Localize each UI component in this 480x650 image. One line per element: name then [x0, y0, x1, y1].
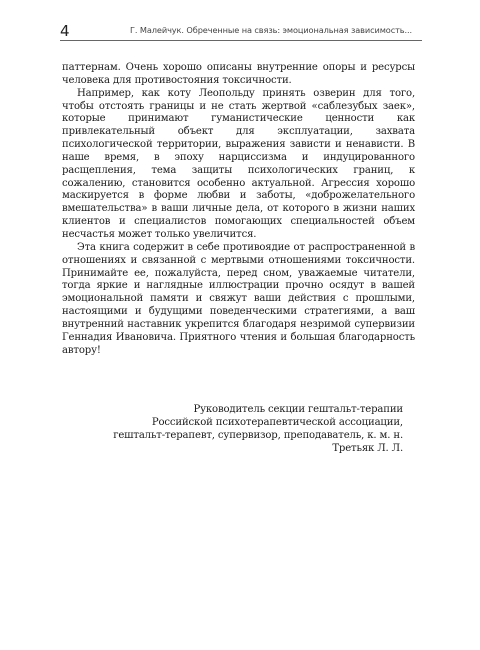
signature-organization: Российской психотерапевтической ассоциации, — [151, 416, 403, 428]
header-rule — [60, 40, 422, 41]
paragraph-antidote: Эта книга содержит в себе противоядие от распространенной в отношениях и связанной с мертвыми отношениями токсичности. Принимайте ее, пожалуйста, перед сном, уважаемые читатели, тогда яркие и наглядные иллюстрации прочно осядут в вашей эмоциональной памяти и свяжут ваши действия с прошлыми, настоящими и будущими поведенческими стратегиями, а ваш внутренний наставник укрепится благодаря незримой супервизии Геннадия Ивановича. Приятного чтения и большая благодарность автору! — [62, 241, 415, 356]
signature-position: Руководитель секции гештальт-терапии — [193, 404, 403, 415]
page-number: 4 — [60, 22, 70, 40]
signature-block — [100, 404, 403, 456]
signature-name: Третьяк Л. Л. — [332, 442, 403, 454]
body-text — [62, 62, 415, 357]
page-header — [60, 22, 422, 44]
paragraph-leopold: Например, как коту Леопольду принять озверин для того, чтобы отстоять границы и не стать жертвой «саблезубых заек», которые принимают гуманистические ценности как привлекательный объект для эксплуатации, захвата психологической территории, выражения зависти и ненависти. В наше время, в эпоху нарциссизма и индуцированного расщепления, тема защиты психологических границ, к сожалению, становится особенно актуальной. Агрессия хорошо маскируется в форме любви и заботы, «доброжелательного вмешательства» в ваши личные дела, от которого в жизни наших клиентов и специалистов помогающих специальностей объем несчастья может только увеличится. — [62, 87, 415, 240]
running-title: Г. Малейчук. Обреченные на связь: эмоциональная зависимость... — [130, 25, 413, 35]
paragraph-continuation: паттернам. Очень хорошо описаны внутренние опоры и ресурсы человека для противостояния токсичности. — [62, 62, 415, 86]
signature-credentials: гештальт-терапевт, супервизор, преподаватель, к. м. н. — [113, 429, 403, 441]
